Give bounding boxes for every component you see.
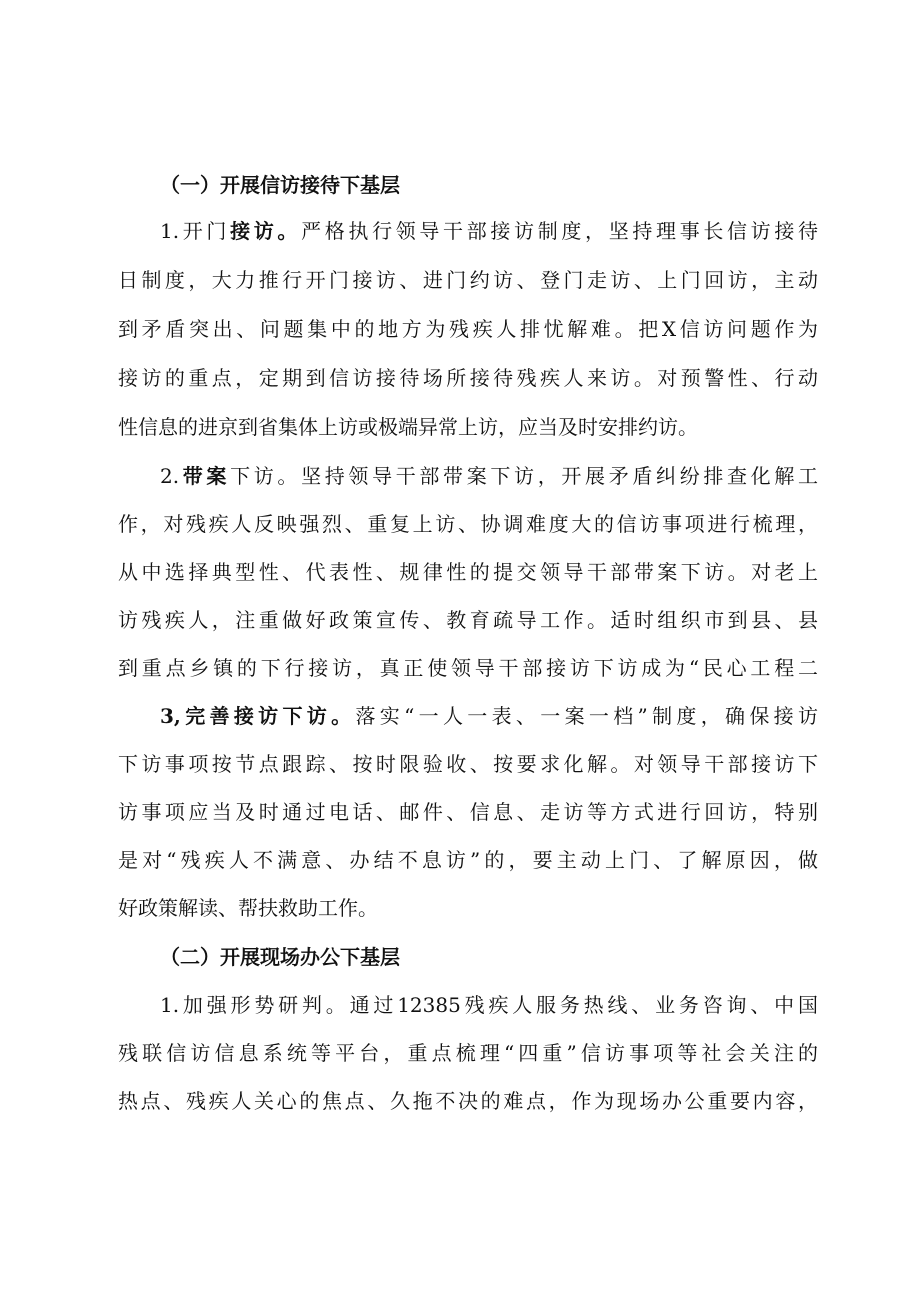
item-title: 3,完善接访下访。: [160, 704, 356, 728]
paragraph-line: 从中选择典型性、代表性、规律性的提交领导干部带案下访。对老上: [118, 560, 818, 584]
paragraph-line: 访残疾人，注重做好政策宣传、教育疏导工作。适时组织市到县、县: [118, 608, 818, 632]
paragraph-line: 作，对残疾人反映强烈、重复上访、协调难度大的信访事项进行梳理，: [118, 512, 818, 536]
section1-item1-first-line: [160, 207, 818, 255]
paragraph-line: 下访事项按节点跟踪、按时限验收、按要求化解。对领导干部接访下: [118, 752, 818, 776]
paragraph-line: 日制度，大力推行开门接访、进门约访、登门走访、上门回访，主动: [118, 268, 818, 292]
paragraph-line: 到重点乡镇的下行接访，真正使领导干部接访下访成为“民心工程二: [118, 656, 818, 680]
paragraph-line: 接访的重点，定期到信访接待场所接待残疾人来访。对预警性、行动: [118, 366, 818, 390]
paragraph-line: 到矛盾突出、问题集中的地方为残疾人排忧解难。把X信访问题作为: [118, 317, 818, 341]
paragraph-line: 好政策解读、帮扶救助工作。: [118, 896, 378, 920]
section2-item1-first-line: 1.加强形势研判。通过12385残疾人服务热线、业务咨询、中国: [160, 993, 818, 1017]
paragraph-line: 访事项应当及时通过电话、邮件、信息、走访等方式进行回访，特别: [118, 800, 818, 824]
section1-item3-first-line: [160, 692, 818, 740]
item-title: 带案: [179, 464, 231, 488]
paragraph-line: 残联信访信息系统等平台，重点梳理“四重”信访事项等社会关注的: [118, 1041, 818, 1065]
item-text: 落实“一人一表、一案一档”制度，确保接访: [355, 704, 818, 728]
item-number: 2.: [160, 464, 180, 488]
item-text: 下访。坚持领导干部带案下访，开展矛盾纠纷排查化解工: [230, 464, 819, 488]
item-title: 接访。: [230, 219, 302, 243]
section2-heading: （二）开展现场办公下基层: [160, 945, 400, 969]
paragraph-line: 性信息的进京到省集体上访或极端异常上访，应当及时安排约访。: [118, 415, 698, 439]
paragraph-line: 热点、残疾人关心的焦点、久拖不决的难点，作为现场办公重要内容，: [118, 1089, 818, 1113]
section1-heading: （一）开展信访接待下基层: [160, 173, 400, 197]
paragraph-line: 是对“残疾人不满意、办结不息访”的，要主动上门、了解原因，做: [118, 848, 818, 872]
section1-item2-first-line: [160, 452, 818, 500]
item-text: 严格执行领导干部接访制度，坚持理事长信访接待: [301, 219, 819, 243]
item-number: 1.开门: [160, 219, 231, 243]
